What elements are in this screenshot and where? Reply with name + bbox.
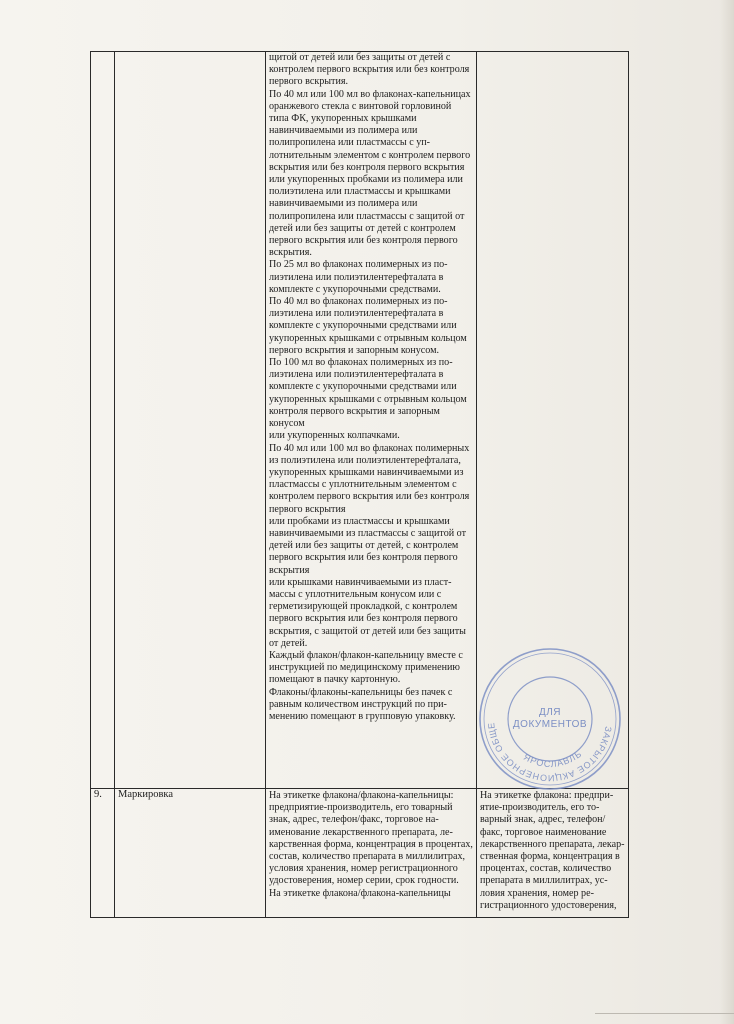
packaging-paragraph: щитой от детей или без защиты от детей с контролем первого вскрытия или без контроля первого вскрытия. — [269, 52, 470, 88]
packaging-paragraph: По 40 мл или 100 мл во флаконах полимерных из полиэтилена или полиэтилентерефталата, укупоренных крышками навинчиваемыми из пластмассы с уплотнительным элементом с контролем первого вскрытия или без контроля первого вскрытия или пробками из пластмассы и крышками навинчиваемыми из пластмассы с защитой от детей или без защиты от детей, с контролем первого вскрытия или без контроля первого вскрытия или крышками навинчиваемыми из пластмассы с уплотнительным конусом или с герметизирующей прокладкой, с контролем первого вскрытия или без контроля первого вскрытия, с защитой от детей или без защиты от детей. — [269, 442, 470, 649]
bottom-edge-line — [595, 1013, 734, 1014]
stamp-bottom-text: ЯРОСЛАВЛЬ — [521, 748, 584, 770]
stamp-center — [476, 645, 624, 793]
row-name-cell: Маркировка — [115, 789, 266, 918]
packaging-paragraph: По 40 мл или 100 мл во флаконах-капельницах оранжевого стекла с винтовой горловиной типа ФК, укупоренных крышками навинчиваемыми из полимера или полипропилена или пластмассы с уплотнительным элементом с контролем первого вскрытия или без контроля первого вскрытия или укупоренных пробками из полимера или полиэтилена или пластмассы и крышками навинчиваемыми из полимера или полипропилена или пластмассы с защитой от детей или без защиты от детей с контролем первого вскрытия или без контроля первого вскрытия. — [269, 88, 471, 259]
packaging-paragraph: По 100 мл во флаконах полимерных из полиэтилена или полиэтилентерефталата в комплекте с укупорочными средствами или укупоренных крышками с отрывным кольцом контроля первого вскрытия и запорным конусом или укупоренных колпачками. — [269, 357, 467, 442]
packaging-paragraph: По 25 мл во флаконах полимерных из полиэтилена или полиэтилентерефталата в комплекте с укупорочными средствами. — [269, 259, 448, 295]
packaging-paragraph: Флаконы/флаконы-капельницы без пачек с равным количеством инструкций по применению помещают в групповую упаковку. — [269, 686, 456, 722]
labeling-paragraph: На этикетке флакона/флакона-капельницы — [269, 887, 451, 899]
row-number-cell: 9. — [91, 789, 115, 918]
packaging-paragraph: По 40 мл во флаконах полимерных из полиэтилена или полиэтилентерефталата в комплекте с укупорочными средствами или укупоренных крышками с отрывным кольцом первого вскрытия и запорным конусом. — [269, 296, 467, 356]
page-edge-shadow — [720, 0, 734, 1024]
stamp-center-line: ДОКУМЕНТОВ — [512, 719, 588, 730]
row-number-cell — [91, 52, 115, 789]
packaging-paragraph: Каждый флакон/флакон-капельницу вместе с инструкцией по медицинскому применению помещают в пачку картонную. — [269, 649, 463, 686]
row-name-cell — [115, 52, 266, 789]
labeling-description-cell — [266, 789, 477, 918]
stamp-ring-text: ЗАКРЫТОЕ АКЦИОНЕРНОЕ ОБЩЕ — [486, 721, 614, 784]
company-stamp — [476, 645, 624, 793]
stamp-center-line: ДЛЯ — [538, 707, 562, 718]
labeling-paragraph: На этикетке флакона/флакона-капельницы: предприятие-производитель, его товарный знак, адрес, телефон/факс, торговое наименование лекарственного препарата, лекарственная форма, концентрация в процентах, состав, количество препарата в миллилитрах, условия хранения, номер регистрационного удостоверения, номер серии, срок годности. — [269, 790, 473, 887]
labeling-comparison-cell: На этикетке флакона: предприятие-производитель, его товарный знак, адрес, телефон/факс, торговое наименование лекарственного препарата, лекарственная форма, концентрация в процентах, состав, количество препарата в миллилитрах, условия хранения, номер регистрационного удостоверения, — [477, 789, 629, 918]
table-row-labeling — [91, 789, 629, 918]
packaging-description-cell — [266, 52, 477, 789]
